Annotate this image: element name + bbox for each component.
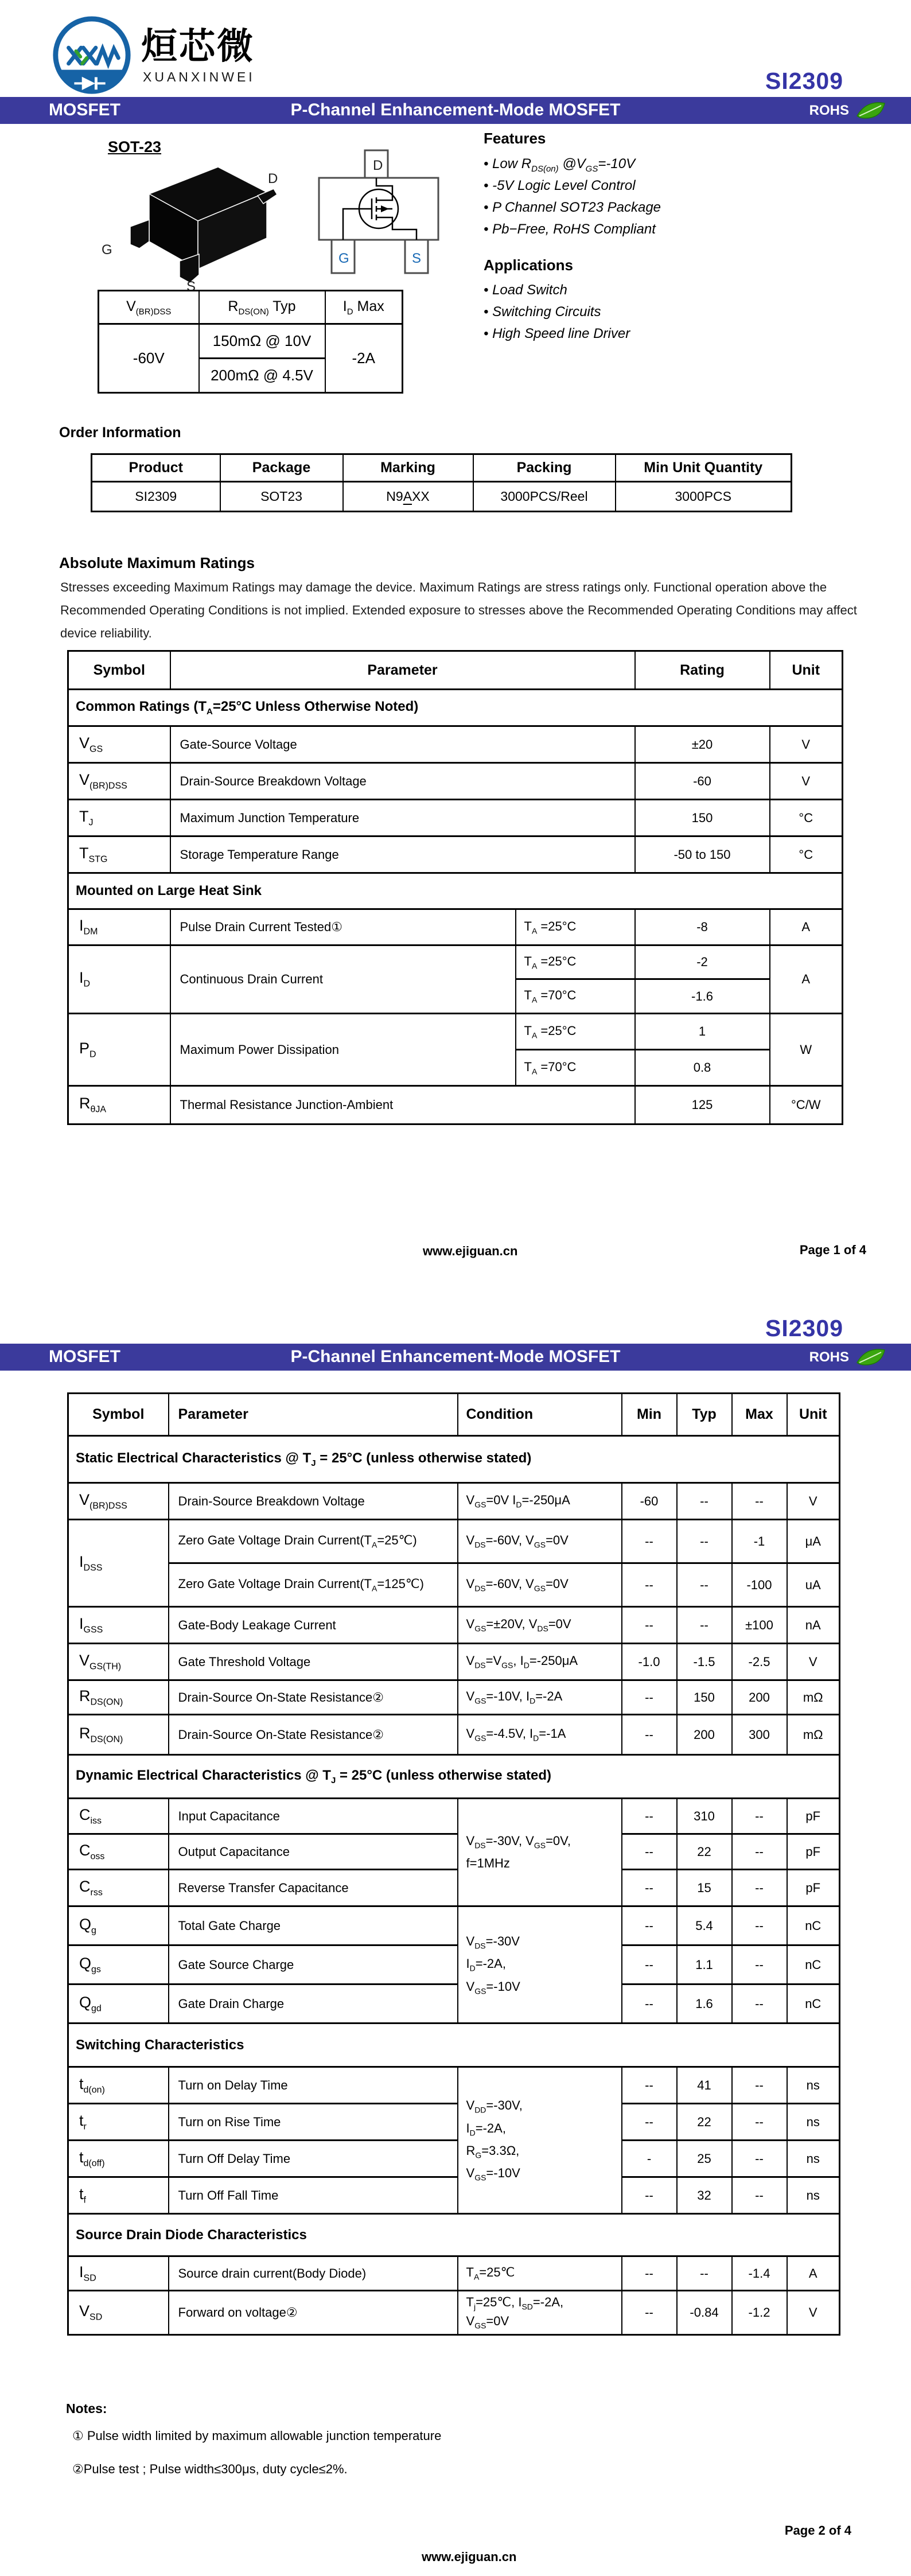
max-cell: ±100 [732, 1607, 787, 1644]
order-product: SI2309 [92, 482, 220, 512]
typ-cell: 310 [677, 1799, 732, 1834]
min-cell: -- [622, 1715, 677, 1755]
min-cell: -- [622, 2067, 677, 2104]
ec-header-parameter: Parameter [169, 1394, 458, 1436]
company-name-latin: XUANXINWEI [143, 69, 255, 84]
cond-cell: $V_{DS}=-60V$, $V_{GS}=0V$ [458, 1520, 622, 1563]
table-row [68, 2177, 840, 2214]
electrical-characteristics-table [67, 1392, 840, 2336]
pkg-pin-g-label: G [102, 242, 112, 258]
typ-cell: 32 [677, 2177, 732, 2214]
min-cell: -60 [622, 1483, 677, 1520]
ec-header-typ: Typ [677, 1394, 732, 1436]
max-cell: -100 [732, 1563, 787, 1607]
param-cell: Turn Off Fall Time [169, 2177, 458, 2214]
table-row [68, 1906, 840, 1945]
unit-cell: °C/W [770, 1086, 843, 1124]
order-info-title: Order Information [59, 425, 181, 441]
param-cell: Zero Gate Voltage Drain $Current(T_A=25℃)$ [169, 1520, 458, 1563]
min-cell: -- [622, 1799, 677, 1834]
quick-spec-table [98, 290, 403, 394]
param-cell: Drain-Source On-State Resistance② [169, 1715, 458, 1755]
ec-header-condition: Condition [458, 1394, 622, 1436]
param-cell: Maximum Power Dissipation [170, 1014, 516, 1086]
symbol-cell: $V_{GS(TH)}$ [68, 1644, 169, 1680]
table-row [68, 945, 843, 979]
param-cell: Turn on Rise Time [169, 2104, 458, 2141]
order-marking [343, 482, 473, 512]
absmax-header-symbol: Symbol [68, 651, 170, 690]
table-row [68, 2104, 840, 2141]
symbol-cell: $I_{DM}$ [68, 909, 170, 945]
rating-cell: -50 to 150 [635, 836, 770, 873]
param-cell: Gate Source Charge [169, 1945, 458, 1984]
typ-cell: -- [677, 1520, 732, 1563]
param-cell: Input Capacitance [169, 1799, 458, 1834]
max-cell: -2.5 [732, 1644, 787, 1680]
note-1: ① Pulse width limited by maximum allowable junction temperature [72, 2429, 442, 2443]
symbol-cell: $T_{STG}$ [68, 836, 170, 873]
unit-cell: V [787, 1644, 840, 1680]
absmax-title: Absolute Maximum Ratings [59, 554, 255, 571]
symbol-cell: $P_D$ [68, 1014, 170, 1086]
order-header-product: Product [92, 454, 220, 482]
cond-cell: $T_A =25^\circ C$ [516, 945, 635, 979]
table-row [68, 1755, 840, 1799]
min-cell: -- [622, 2104, 677, 2141]
order-header-package: Package [220, 454, 343, 482]
max-cell: -- [732, 2141, 787, 2177]
cond-line: $V_{DD}=-30V$, [466, 2098, 523, 2115]
section-mounted-heatsink: Mounted on Large Heat Sink [68, 873, 843, 909]
quick-idmax-value: -2A [325, 324, 403, 393]
cond-cell: $V_{GS}=0V$ $I_D=-250\mu A$ [458, 1483, 622, 1520]
unit-cell: ns [787, 2104, 840, 2141]
cond-line: $I_D=-2A$, [466, 1956, 506, 1973]
typ-cell: 22 [677, 2104, 732, 2141]
param-cell: Gate-Source Voltage [170, 726, 635, 763]
feature-item: • P Channel SOT23 Package [484, 200, 661, 215]
max-cell: -- [732, 1483, 787, 1520]
company-name-chinese: 烜芯微 [141, 26, 255, 67]
param-cell: Source drain current(Body Diode) [169, 2256, 458, 2291]
param-cell: Turn Off Delay Time [169, 2141, 458, 2177]
table-row [68, 690, 843, 726]
feature-item: • Pb−Free, RoHS Compliant [484, 221, 656, 237]
cond-cell: $V_{GS}=\pm 20V$, $V_{DS}=0V$ [458, 1607, 622, 1644]
unit-cell: μA [787, 1520, 840, 1563]
param-cell: Gate Drain Charge [169, 1984, 458, 2024]
symbol-cell: $I_{GSS}$ [68, 1607, 169, 1644]
table-row [68, 1680, 840, 1715]
unit-cell: mΩ [787, 1715, 840, 1755]
applications-title: Applications [484, 256, 574, 274]
min-cell: -- [622, 1906, 677, 1945]
section-dynamic: Dynamic Electrical Characteristics @ $T_J = 25^\circ C$ (unless otherwise stated) [68, 1755, 840, 1799]
cond-line: $V_{DS}=-30V$ [466, 1933, 520, 1951]
order-header-minqty: Min Unit Quantity [616, 454, 792, 482]
table-row [68, 2214, 840, 2256]
pkg-pin-d-label: D [268, 171, 278, 186]
table-row [68, 1644, 840, 1680]
max-cell: 300 [732, 1715, 787, 1755]
absmax-table [67, 650, 843, 1125]
max-cell: -- [732, 2067, 787, 2104]
param-cell: Gate-Body Leakage Current [169, 1607, 458, 1644]
min-cell: -- [622, 2177, 677, 2214]
typ-cell: -1.5 [677, 1644, 732, 1680]
unit-cell: pF [787, 1834, 840, 1870]
table-row [68, 1520, 840, 1563]
min-cell: -- [622, 1680, 677, 1715]
table-row [99, 324, 403, 359]
footer-site-page2: www.ejiguan.cn [422, 2550, 517, 2564]
feature-item: • Low $R_{DS(on)}$ $@V_{GS}=-10V$ [484, 156, 636, 174]
symbol-cell: $V_{GS}$ [68, 726, 170, 763]
symbol-cell: $I_{DSS}$ [68, 1520, 169, 1607]
param-cell: Continuous Drain Current [170, 945, 516, 1014]
package-label: SOT-23 [108, 138, 162, 155]
min-cell: -- [622, 1607, 677, 1644]
cond-cell: $V_{DS}=-60V$, $V_{GS}=0V$ [458, 1563, 622, 1607]
param-cell: Turn on Delay Time [169, 2067, 458, 2104]
absmax-description: Stresses exceeding Maximum Ratings may damage the device. Maximum Ratings are stress ratings only. Functional operation above the Recommended Operating Conditions is not implied. Extended exposure to stresses above the Recommended Operating Conditions may affect device reliability. [60, 580, 857, 640]
rohs-label: ROHS [809, 1349, 849, 1365]
typ-cell: 41 [677, 2067, 732, 2104]
quick-header-vbrdss: $V_{(BR)DSS}$ [99, 291, 199, 324]
unit-cell: A [770, 909, 843, 945]
table-row [68, 1014, 843, 1050]
table-row [92, 482, 792, 512]
typ-cell: -- [677, 1607, 732, 1644]
feature-item: • -5V Logic Level Control [484, 178, 636, 193]
table-row [68, 836, 843, 873]
table-row [68, 1436, 840, 1483]
rating-cell: 150 [635, 800, 770, 836]
unit-cell: mΩ [787, 1680, 840, 1715]
ec-header-max: Max [732, 1394, 787, 1436]
rohs-leaf-icon [855, 99, 888, 123]
max-cell: -- [732, 2177, 787, 2214]
typ-cell: 5.4 [677, 1906, 732, 1945]
mosfet-schematic [314, 149, 445, 275]
part-number-page2: SI2309 [765, 1315, 843, 1341]
table-row [68, 2256, 840, 2291]
symbol-cell: $Q_{gs}$ [68, 1945, 169, 1984]
symbol-cell: $t_{d(off)}$ [68, 2141, 169, 2177]
max-cell: -- [732, 1945, 787, 1984]
max-cell: -- [732, 2104, 787, 2141]
symbol-cell: $R_{DS(ON)}$ [68, 1680, 169, 1715]
cond-cell: $T_A =25^\circ C$ [516, 909, 635, 945]
table-row [68, 763, 843, 800]
min-cell: -- [622, 1870, 677, 1906]
unit-cell: A [770, 945, 843, 1014]
table-row [68, 873, 843, 909]
max-cell: -- [732, 1906, 787, 1945]
rohs-label: ROHS [809, 103, 849, 118]
unit-cell: pF [787, 1870, 840, 1906]
footer-pageno-page1: Page 1 of 4 [799, 1243, 866, 1257]
param-cell: Reverse Transfer Capacitance [169, 1870, 458, 1906]
typ-cell: 150 [677, 1680, 732, 1715]
unit-cell: W [770, 1014, 843, 1086]
rohs-leaf-icon [855, 1345, 888, 1369]
sch-pin-d-label: D [373, 158, 383, 173]
max-cell: -- [732, 1984, 787, 2024]
param-cell: Total Gate Charge [169, 1906, 458, 1945]
table-row [68, 1870, 840, 1906]
cond-line: $R_G=3.3\Omega$, [466, 2143, 520, 2160]
typ-cell: 25 [677, 2141, 732, 2177]
footer-site-page1: www.ejiguan.cn [423, 1244, 518, 1258]
table-row [68, 726, 843, 763]
table-row [68, 1799, 840, 1834]
table-row [68, 800, 843, 836]
application-item: • Load Switch [484, 282, 567, 298]
rating-cell: 125 [635, 1086, 770, 1124]
order-info-table [91, 453, 792, 512]
param-cell: Gate Threshold Voltage [169, 1644, 458, 1680]
section-static: Static Electrical Characteristics @ $T_J = 25^\circ C$ (unless otherwise stated) [68, 1436, 840, 1483]
cond-line: $I_D=-2A$, [466, 2120, 506, 2137]
unit-cell: V [770, 726, 843, 763]
header-left-label: MOSFET [49, 100, 120, 119]
rating-cell: -1.6 [635, 979, 770, 1014]
cond-line: $V_{GS}=-10V$ [466, 2166, 520, 2182]
order-minqty: 3000PCS [616, 482, 792, 512]
min-cell: -- [622, 2291, 677, 2335]
company-logo-icon [49, 14, 134, 99]
section-diode: Source Drain Diode Characteristics [68, 2214, 840, 2256]
param-cell: Drain-Source Breakdown Voltage [169, 1483, 458, 1520]
min-cell: -- [622, 1520, 677, 1563]
unit-cell: pF [787, 1799, 840, 1834]
param-cell: Maximum Junction Temperature [170, 800, 635, 836]
table-row [68, 1394, 840, 1436]
rating-cell: -60 [635, 763, 770, 800]
min-cell: -- [622, 1984, 677, 2024]
quick-header-idmax: $I_D$ Max [325, 291, 403, 324]
section-common-ratings: Common Ratings ($T_A=25^\circ C$ Unless Otherwise Noted) [68, 690, 843, 726]
symbol-cell: $t_f$ [68, 2177, 169, 2214]
typ-cell: 22 [677, 1834, 732, 1870]
cond-cell [458, 1906, 622, 2024]
absmax-header-unit: Unit [770, 651, 843, 690]
cond-cell [458, 2291, 622, 2335]
marking-underlined: A [403, 489, 412, 504]
unit-cell: V [787, 2291, 840, 2335]
header-left-label: MOSFET [49, 1347, 120, 1366]
marking-post: XX [412, 489, 430, 504]
marking-pre: N9 [386, 489, 403, 504]
sch-pin-g-label: G [338, 251, 349, 266]
symbol-cell: $t_r$ [68, 2104, 169, 2141]
cond-cell: $V_{DS}=V_{GS}$, $I_D=-250\mu A$ [458, 1644, 622, 1680]
param-cell: Output Capacitance [169, 1834, 458, 1870]
symbol-cell: $R_{DS(ON)}$ [68, 1715, 169, 1755]
typ-cell: -- [677, 1563, 732, 1607]
min-cell: -- [622, 2256, 677, 2291]
symbol-cell: $C_{iss}$ [68, 1799, 169, 1834]
cond-cell: $V_{GS}=-10V$, $I_D=-2A$ [458, 1680, 622, 1715]
cond-cell: $T_A =70^\circ C$ [516, 1050, 635, 1086]
table-row [68, 1834, 840, 1870]
cond-line: $V_{GS}=-10V$ [466, 1979, 520, 1996]
symbol-cell: $Q_g$ [68, 1906, 169, 1945]
symbol-cell: $C_{oss}$ [68, 1834, 169, 1870]
typ-cell: -- [677, 1483, 732, 1520]
rating-cell: ±20 [635, 726, 770, 763]
typ-cell: 15 [677, 1870, 732, 1906]
table-row [68, 1086, 843, 1124]
symbol-cell: $I_{SD}$ [68, 2256, 169, 2291]
unit-cell: A [787, 2256, 840, 2291]
min-cell: -1.0 [622, 1644, 677, 1680]
rating-cell: -2 [635, 945, 770, 979]
max-cell: -- [732, 1799, 787, 1834]
symbol-cell: $C_{rss}$ [68, 1870, 169, 1906]
max-cell: -1.4 [732, 2256, 787, 2291]
rating-cell: -8 [635, 909, 770, 945]
max-cell: 200 [732, 1680, 787, 1715]
ec-header-min: Min [622, 1394, 677, 1436]
cond-line: $T_j=25℃$, $I_{SD}=-2A$, [466, 2295, 564, 2312]
cond-cell [458, 2067, 622, 2214]
cond-cell: $T_A=25℃$ [458, 2256, 622, 2291]
symbol-cell: $V_{(BR)DSS}$ [68, 1483, 169, 1520]
table-row [92, 454, 792, 482]
section-switching: Switching Characteristics [68, 2024, 840, 2067]
table-row [68, 1984, 840, 2024]
param-cell: Drain-Source Breakdown Voltage [170, 763, 635, 800]
unit-cell: nC [787, 1984, 840, 2024]
min-cell: -- [622, 1945, 677, 1984]
unit-cell: ns [787, 2067, 840, 2104]
table-row [99, 291, 403, 324]
footer-pageno-page2: Page 2 of 4 [784, 2523, 851, 2538]
order-package: SOT23 [220, 482, 343, 512]
pkg-pin-s-label: S [186, 279, 196, 291]
unit-cell: °C [770, 800, 843, 836]
typ-cell: 1.6 [677, 1984, 732, 2024]
max-cell: -1.2 [732, 2291, 787, 2335]
cond-cell [458, 1799, 622, 1906]
table-row [68, 1607, 840, 1644]
max-cell: -- [732, 1834, 787, 1870]
absmax-header-rating: Rating [635, 651, 770, 690]
table-row [68, 1483, 840, 1520]
application-item: • Switching Circuits [484, 304, 601, 320]
header-bar-page2 [0, 1344, 911, 1371]
cond-line: f=1MHz [466, 1856, 510, 1871]
order-header-marking: Marking [343, 454, 473, 482]
note-2: ②Pulse test ; Pulse width≤300μs, duty cycle≤2%. [72, 2462, 348, 2476]
absmax-header-parameter: Parameter [170, 651, 635, 690]
features-title: Features [484, 130, 546, 147]
cond-cell: $V_{GS}=-4.5V$, $I_D=-1A$ [458, 1715, 622, 1755]
param-cell: Storage Temperature Range [170, 836, 635, 873]
max-cell: -1 [732, 1520, 787, 1563]
symbol-cell: $R_{\theta JA}$ [68, 1086, 170, 1124]
param-cell: Zero Gate Voltage Drain $Current(T_A=125℃)$ [169, 1563, 458, 1607]
max-cell: -- [732, 1870, 787, 1906]
min-cell: - [622, 2141, 677, 2177]
param-cell: Thermal Resistance Junction-Ambient [170, 1086, 635, 1124]
table-row [68, 1563, 840, 1607]
symbol-cell: $V_{SD}$ [68, 2291, 169, 2335]
table-row [68, 651, 843, 690]
cond-line: $V_{GS}=0V$ [466, 2314, 509, 2330]
ec-header-unit: Unit [787, 1394, 840, 1436]
unit-cell: V [770, 763, 843, 800]
unit-cell: ns [787, 2141, 840, 2177]
notes-title: Notes: [66, 2401, 107, 2416]
typ-cell: -0.84 [677, 2291, 732, 2335]
order-header-packing: Packing [473, 454, 616, 482]
header-center-label: P-Channel Enhancement-Mode MOSFET [290, 1347, 621, 1366]
table-row [68, 2067, 840, 2104]
quick-vbrdss-value: -60V [99, 324, 199, 393]
package-drawing [95, 162, 278, 291]
param-cell: Pulse Drain Current Tested① [170, 909, 516, 945]
table-row [68, 2141, 840, 2177]
rating-cell: 0.8 [635, 1050, 770, 1086]
sch-pin-s-label: S [412, 251, 422, 266]
order-packing: 3000PCS/Reel [473, 482, 616, 512]
typ-cell: 1.1 [677, 1945, 732, 1984]
typ-cell: 200 [677, 1715, 732, 1755]
table-row [68, 2024, 840, 2067]
unit-cell: nC [787, 1945, 840, 1984]
table-row [68, 2291, 840, 2335]
symbol-cell: $I_D$ [68, 945, 170, 1014]
param-cell: Forward on voltage② [169, 2291, 458, 2335]
ec-header-symbol: Symbol [68, 1394, 169, 1436]
header-bar-page1 [0, 97, 911, 124]
unit-cell: uA [787, 1563, 840, 1607]
symbol-cell: $V_{(BR)DSS}$ [68, 763, 170, 800]
symbol-cell: $Q_{gd}$ [68, 1984, 169, 2024]
quick-rdson-10v: 150mΩ @ 10V [199, 324, 325, 359]
part-number-page1: SI2309 [765, 68, 843, 94]
unit-cell: nA [787, 1607, 840, 1644]
table-row [68, 1715, 840, 1755]
header-center-label: P-Channel Enhancement-Mode MOSFET [290, 100, 621, 119]
table-row [68, 1945, 840, 1984]
symbol-cell: $T_J$ [68, 800, 170, 836]
unit-cell: V [787, 1483, 840, 1520]
cond-line: $V_{DS}=-30V$, $V_{GS}=0V$, [466, 1833, 571, 1850]
quick-header-rdson: $R_{DS(ON)}$ Typ [199, 291, 325, 324]
unit-cell: ns [787, 2177, 840, 2214]
table-row [68, 909, 843, 945]
unit-cell: nC [787, 1906, 840, 1945]
application-item: • High Speed line Driver [484, 326, 630, 341]
min-cell: -- [622, 1563, 677, 1607]
typ-cell: -- [677, 2256, 732, 2291]
quick-rdson-45v: 200mΩ @ 4.5V [199, 359, 325, 393]
param-cell: Drain-Source On-State Resistance② [169, 1680, 458, 1715]
min-cell: -- [622, 1834, 677, 1870]
unit-cell: °C [770, 836, 843, 873]
cond-cell: $T_A =25^\circ C$ [516, 1014, 635, 1050]
cond-cell: $T_A =70^\circ C$ [516, 979, 635, 1014]
rating-cell: 1 [635, 1014, 770, 1050]
symbol-cell: $t_{d(on)}$ [68, 2067, 169, 2104]
